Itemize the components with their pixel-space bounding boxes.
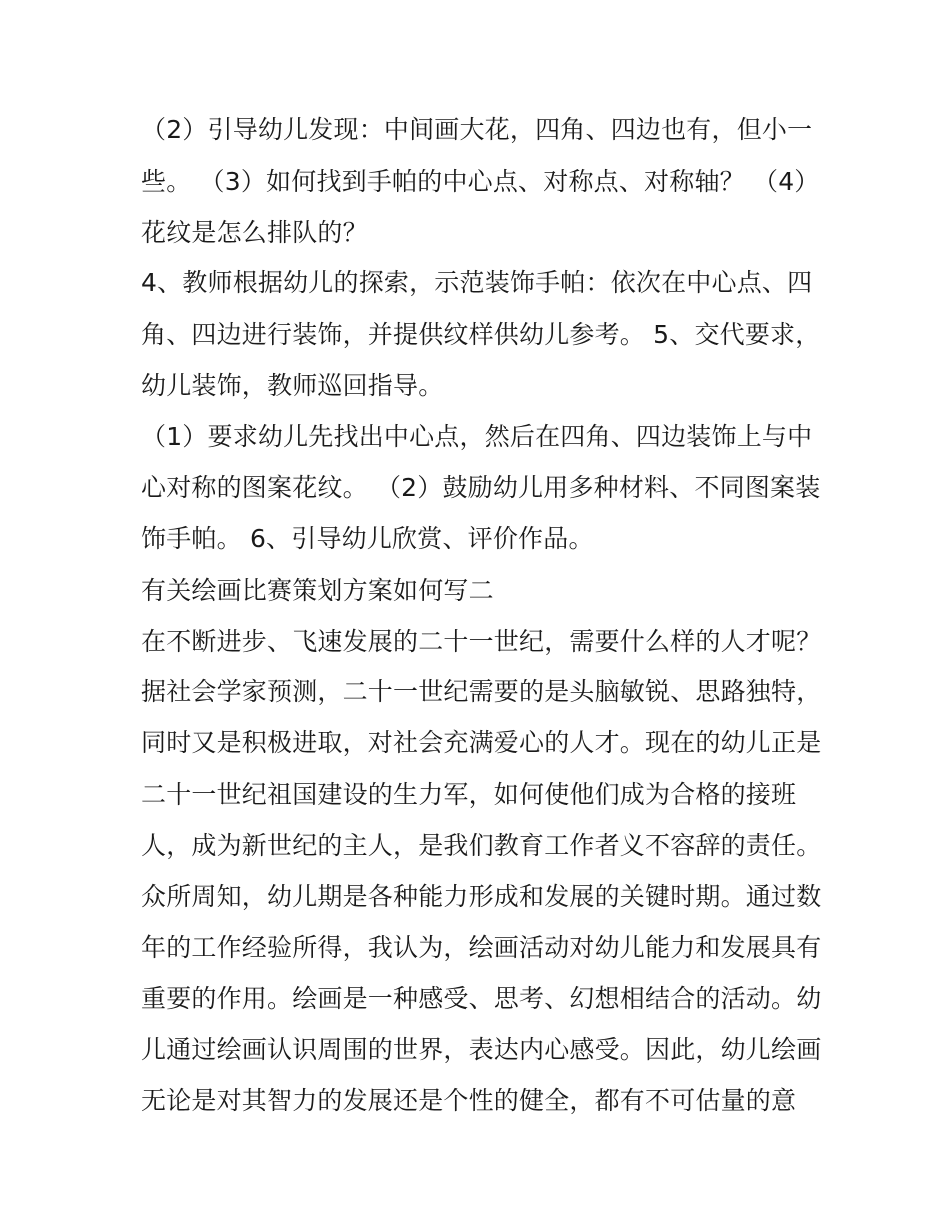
text-line: 同时又是积极进取，对社会充满爱心的人才。现在的幼儿正是 (141, 728, 822, 757)
text-line: 些。 （3）如何找到手帕的中心点、对称点、对称轴？ （4） (141, 167, 820, 196)
text-line: 饰手帕。 6、引导幼儿欣赏、评价作品。 (141, 524, 594, 553)
text-line: 花纹是怎么排队的？ (141, 218, 368, 247)
text-line: 人，成为新世纪的主人，是我们教育工作者义不容辞的责任。 (141, 831, 822, 860)
text-line: （2）引导幼儿发现：中间画大花，四角、四边也有，但小一 (141, 115, 813, 144)
text-line: 无论是对其智力的发展还是个性的健全，都有不可估量的意 (141, 1086, 797, 1115)
text-line: 在不断进步、飞速发展的二十一世纪，需要什么样的人才呢？ (141, 627, 822, 656)
text-line: 幼儿装饰，教师巡回指导。 (141, 371, 444, 400)
text-line: 重要的作用。绘画是一种感受、思考、幻想相结合的活动。幼 (141, 984, 822, 1013)
text-line: 众所周知，幼儿期是各种能力形成和发展的关键时期。通过数 (141, 882, 822, 911)
text-line: 年的工作经验所得，我认为，绘画活动对幼儿能力和发展具有 (141, 933, 822, 962)
text-line: 4、教师根据幼儿的探索，示范装饰手帕：依次在中心点、四 (141, 268, 813, 297)
text-line: 据社会学家预测，二十一世纪需要的是头脑敏锐、思路独特， (141, 677, 822, 706)
text-line: 心对称的图案花纹。 （2）鼓励幼儿用多种材料、不同图案装 (141, 473, 821, 502)
section-heading: 有关绘画比赛策划方案如何写二 (141, 576, 494, 605)
text-line: 角、四边进行装饰，并提供纹样供幼儿参考。 5、交代要求， (141, 320, 821, 349)
text-line: 儿通过绘画认识周围的世界，表达内心感受。因此，幼儿绘画 (141, 1035, 822, 1064)
text-line: （1）要求幼儿先找出中心点，然后在四角、四边装饰上与中 (141, 422, 813, 451)
text-line: 二十一世纪祖国建设的生力军，如何使他们成为合格的接班 (141, 780, 797, 809)
